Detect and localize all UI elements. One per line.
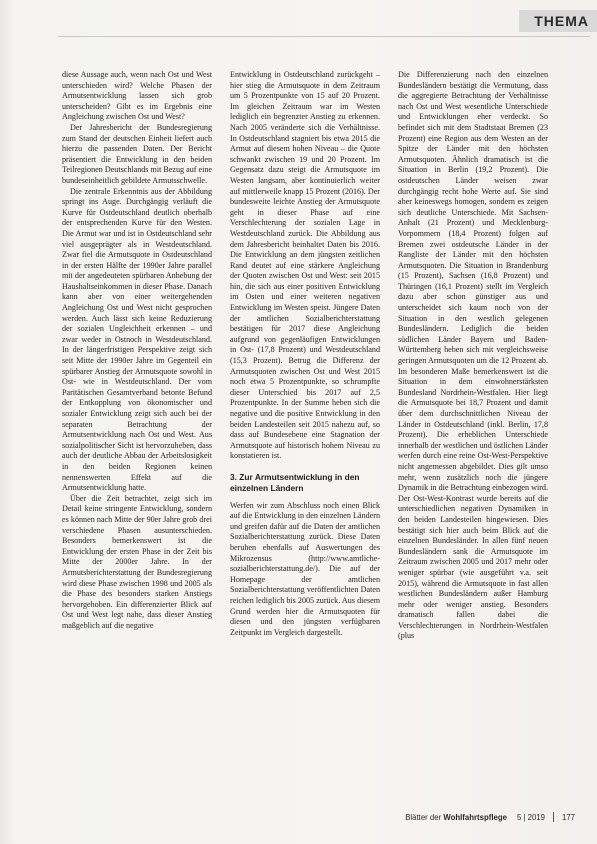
magazine-prefix: Blätter der (405, 812, 442, 822)
page-number: 177 (561, 812, 575, 822)
body-paragraph: Der Jahresbericht der Bundesregierung zum Stand der deutschen Einheit liefert auch hierzu die passenden Daten. Der Bericht präsentiert die Entwicklung in den beiden Teilregionen Deutschlands mit Bezug auf eine bundeseinheitlich gebildete Armutsschwelle. (62, 122, 212, 185)
section-heading: 3. Zur Armutsentwicklung in den einzelnen Ländern (230, 471, 360, 493)
body-paragraph: Über die Zeit betrachtet, zeigt sich im Detail keine stringente Entwicklung, sondern es können nach Mitte der 90er Jahre grob drei verschiedene Phasen ausunterschieden. Besonders bemerkenswert ist die Entwicklung der ersten Phase in der Zeit bis Mitte der 2000er Jahre. In der Armutsberichterstattung der Bundesregierung wird diese Phase zwischen 1998 und 2005 als die Phase des besonders starken Anstiegs hervorgehoben. Ein differenzierter Blick auf Ost und West legt nahe, dass dieser Anstieg maßgeblich auf die negative (62, 493, 212, 630)
header-rule (58, 36, 590, 37)
text-column-1 (62, 70, 212, 631)
body-paragraph: diese Aussage auch, wenn nach Ost und West unterschieden wird? Welche Phasen der Armutsentwicklung lassen sich grob unterscheiden? Gibt es im Ergebnis eine Angleichung zwischen Ost und West? (62, 70, 212, 122)
body-paragraph: Die Differenzierung nach den einzelnen Bundesländern bestätigt die Vermutung, dass die aggregierte Betrachtung der Verhältnisse nach Ost und West wesentliche Unterschiede und Entwicklungen eher verdeckt. So befindet sich mit dem Stadtstaat Bremen (23 Prozent) eine Region aus dem Westen an der Spitze der Länder mit den höchsten Armutsquoten. Ähnlich dramatisch ist die Situation in Berlin (19,2 Prozent). Die ostdeutschen Länder weisen zwar durchgängig recht hohe Werte auf. Sie sind aber keineswegs homogen, sondern es zeigen sich deutliche Unterschiede. Mit Sachsen-Anhalt (21 Prozent) und Mecklenburg-Vorpommern (18,4 Prozent) folgen auf Bremen zwei ostdeutsche Länder in der Rangliste der Länder mit den höchsten Armutsquoten. Die Situation in Brandenburg (15 Prozent), Sachsen (16,8 Prozent) und Thüringen (16,1 Prozent) stellt im Vergleich dazu aber schon günstiger aus und unterscheidet sich kaum noch von der Situation in den westlich gelegenen Bundesländern. Lediglich die beiden südlichen Länder Bayern und Baden-Württemberg heben sich mit vergleichsweise geringen Armutsquoten um die 12 Prozent ab. Im besonderen Maße bemerkenswert ist die Situation in dem einwohnerstärksten Bundesland Nordrhein-Westfalen. Hier liegt die Armutsquote bei 18,7 Prozent und damit über dem durchschnittlichen Niveau der Länder in Ostdeutschland (inkl. Berlin, 17,8 Prozent). Die erheblichen Unterschiede innerhalb der westlichen und östlichen Länder werfen durch eine reine Ost-West-Perspektive nicht angemessen abgebildet. Dies gilt umso mehr, wenn zusätzlich noch die jüngere Dynamik in die Betrachtung einbezogen wird. Der Ost-West-Kontrast wurde bereits auf die unterschiedlichen negativen Dynamiken in den beiden Landesteilen hingewiesen. Dies bestätigt sich hier auch beim Blick auf die einzelnen Bundesländer. In allen fünf neuen Bundesländern sank die Armutsquote im Zeitraum zwischen 2005 und 2017 mehr oder weniger spürbar (wie ausgeführt v.a. seit 2015), während die Armutsquote in fast allen westlichen Bundesländern außer Hamburg mehr oder weniger anstieg. Besonders dramatisch fallen dabei die Verschlechterungen in Nordrhein-Westfalen (plus (398, 70, 548, 641)
section-tab (519, 10, 597, 32)
magazine-name: Wohlfahrtspflege (443, 812, 507, 822)
text-column-3 (398, 70, 548, 642)
issue-number: 5 | 2019 (516, 812, 545, 822)
body-paragraph: Entwicklung in Ostdeutschland zurückgeht – hier stieg die Armutsquote in dem Zeitraum um 5 Prozentpunkte von 15 auf 20 Prozent. Im gleichen Zeitraum war im Westen lediglich ein begrenzter Anstieg zu erkennen. Nach 2005 veränderte sich die Verhältnisse. In Ostdeutschland stagniert bis etwa 2015 die Armut auf diesem hohen Niveau – die Quote schwankt zwischen 19 und 20 Prozent. Im Gegensatz dazu steigt die Armutsquote im Westen langsam, aber kontinuierlich weiter auf mittlerweile knapp 15 Prozent (2016). Der bundesweite leichte Anstieg der Armutsquote geht in dieser Phase auf eine Verschlechterung der sozialen Lage in Westdeutschland zurück. Die Abbildung aus dem Jahresbericht beinhaltet Daten bis 2016. Die Entwicklung an dem jüngsten zeitlichen Rand deutet auf eine stärkere Angleichung der Quoten zwischen Ost und West: seit 2015 hin, die sich aus einer positiven Entwicklung im Osten und einer weiteren negativen Entwicklung im Westen speist. Jüngere Daten der amtlichen Sozialberichterstattung bestätigen für 2017 diese Angleichung aufgrund von gegenläufigen Entwicklungen in Ost- (17,8 Prozent) und Westdeutschland (15,3 Prozent). Betrug die Differenz der Armutsquoten zwischen Ost und West 2015 noch etwa 5 Prozentpunkte, so schrumpfte dieser Unterschied bis 2017 auf 2,5 Prozentpunkte. In der Summe heben sich die negative und die positive Entwicklung in den beiden Landesteilen seit 2015 nahezu auf, so dass auf Bundesebene eine Stagnation der Armutsquote auf historisch hohem Niveau zu konstatieren ist. (230, 70, 380, 461)
body-paragraph: Werfen wir zum Abschluss noch einen Blick auf die Entwicklung in den einzelnen Ländern und greifen dafür auf die Daten der amtlichen Sozialberichterstattung zurück. Diese Daten beruhen ebenfalls auf Auswertungen des Mikrozensus (http://www.amtliche-sozialberichterstattung.de/). Die auf der Homepage der amtlichen Sozialberichterstattung veröffentlichten Daten reichen lediglich bis 2005 zurück. Aus diesem Grund werden hier die Armutsquoten für diesen und den jüngsten verfügbaren Zeitpunkt im Vergleich dargestellt. (230, 500, 380, 637)
page-footer (405, 812, 575, 822)
body-paragraph: Die zentrale Erkenntnis aus der Abbildung springt ins Auge. Durchgängig verläuft die Kurve für Ostdeutschland deutlich oberhalb der entsprechenden Kurve für den Westen. Die Armut war und ist in Ostdeutschland sehr viel ausgeprägter als in Westdeutschland. Zwar fiel die Armutsquote in Ostdeutschland in der ersten Hälfte der 1990er Jahre parallel mit der angedeuteten spürbaren Anhebung der Haushaltseinkommen in dieser Phase. Danach kann aber von einer weitergehenden Angleichung Ost und West nicht gesprochen werden. Auch lässt sich keine Reduzierung der sozialen Ungleichheit erkennen – und zwar weder in Ostnoch in Westdeutschland. In der längerfristigen Perspektive zeigt sich seit Mitte der 1990er Jahre im Gegenteil ein spürbarer Anstieg der Armutsquote sowohl in Ost- wie in Westdeutschland. Der vom Paritätischen Gesamtverband betonte Befund der Entkopplung von ökonomischer und sozialer Entwicklung zeigt sich auch bei der separaten Betrachtung der Armutsentwicklung nach Ost und West. Aus sozialpolitischer Sicht ist hervorzuheben, dass auch der deutliche Abbau der Arbeitslosigkeit in den beiden Regionen keinen nennenswerten Effekt auf die Armutsentwicklung hatte. (62, 186, 212, 493)
section-label: THEMA (534, 13, 589, 29)
text-column-2 (230, 70, 380, 638)
footer-divider (553, 812, 554, 822)
